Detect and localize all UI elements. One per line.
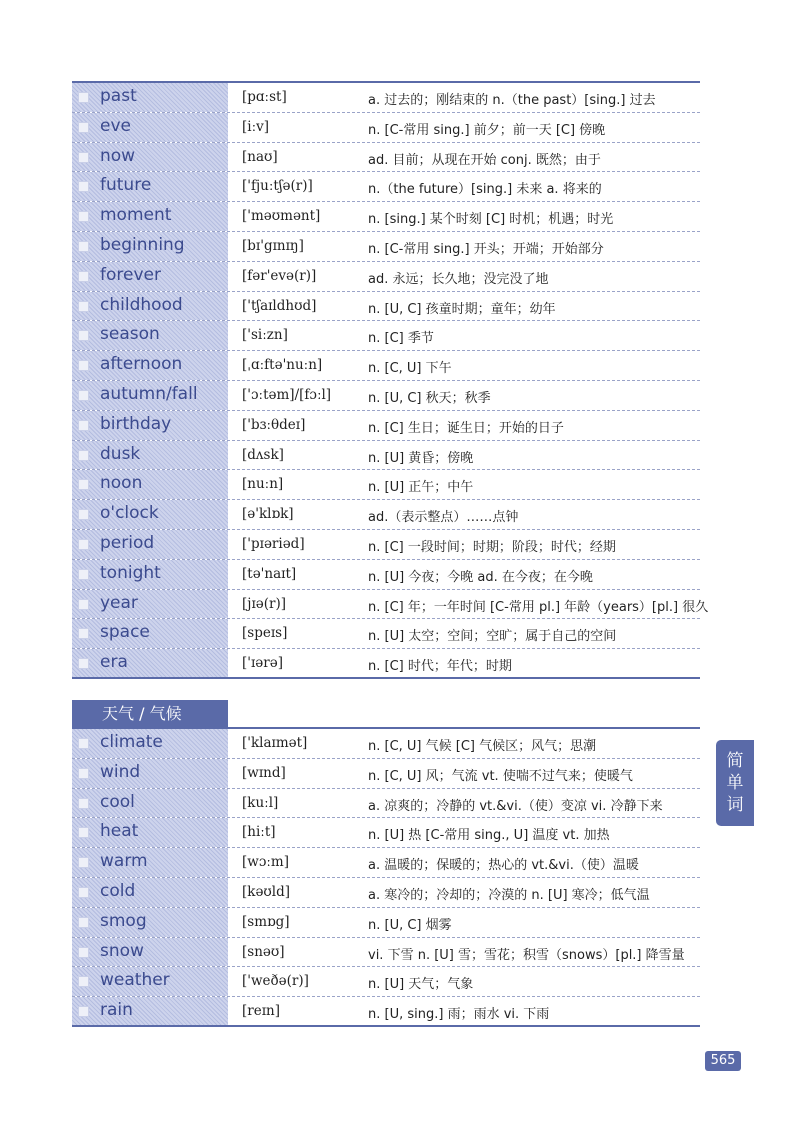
word-cell xyxy=(72,351,228,380)
checkbox[interactable] xyxy=(78,798,89,809)
word-cell xyxy=(72,470,228,499)
word-text: season xyxy=(100,324,160,345)
checkbox[interactable] xyxy=(78,241,89,252)
word-cell xyxy=(72,560,228,589)
table-row xyxy=(72,619,700,649)
word-cell xyxy=(72,997,228,1025)
definition-text: n. [U, C] 烟雾 xyxy=(368,917,452,933)
word-text: year xyxy=(100,592,138,613)
table-row xyxy=(72,590,709,620)
word-text: cold xyxy=(100,880,136,901)
word-text: tonight xyxy=(100,562,161,583)
vocab-table-weather xyxy=(72,729,700,1027)
word-text: beginning xyxy=(100,234,185,255)
word-text: wind xyxy=(100,761,141,782)
phonetic-text: ['bɜːθdeɪ] xyxy=(242,416,306,433)
word-text: eve xyxy=(100,115,131,136)
phonetic-text: ['pɪəriəd] xyxy=(242,535,305,552)
definition-text: n. [U] 太空；空间；空旷；属于自己的空间 xyxy=(368,629,617,645)
definition-text: n. [C] 一段时间；时期；阶段；时代；经期 xyxy=(368,539,616,555)
table-row xyxy=(72,848,700,878)
word-cell xyxy=(72,759,228,788)
definition-text: n. [C, U] 下午 xyxy=(368,361,452,377)
word-text: moment xyxy=(100,205,172,226)
definition-text: n. [C] 年；一年时间 [C-常用 pl.] 年龄（years）[pl.] 很久 xyxy=(368,599,709,615)
phonetic-text: [nuːn] xyxy=(242,476,284,493)
definition-text: n. [U] 热 [C-常用 sing., U] 温度 vt. 加热 xyxy=(368,828,610,844)
definition-text: n. [U] 黄昏；傍晚 xyxy=(368,450,474,466)
definition-text: n. [C] 季节 xyxy=(368,331,434,347)
word-text: future xyxy=(100,175,152,196)
word-text: period xyxy=(100,532,155,553)
word-text: climate xyxy=(100,732,163,752)
definition-text: n. [U] 正午；中午 xyxy=(368,480,474,496)
checkbox[interactable] xyxy=(78,887,89,898)
word-text: noon xyxy=(100,473,143,494)
table-row xyxy=(72,818,700,848)
definition-text: n. [U, sing.] 雨；雨水 vi. 下雨 xyxy=(368,1007,550,1023)
checkbox[interactable] xyxy=(78,539,89,550)
definition-text: n. [U, C] 孩童时期；童年；幼年 xyxy=(368,301,556,317)
word-text: dusk xyxy=(100,443,141,464)
phonetic-text: [kuːl] xyxy=(242,794,279,811)
checkbox[interactable] xyxy=(78,917,89,928)
word-cell xyxy=(72,789,228,818)
checkbox[interactable] xyxy=(78,976,89,987)
checkbox[interactable] xyxy=(78,827,89,838)
table-row xyxy=(72,172,700,202)
phonetic-text: [wɔːm] xyxy=(242,854,289,871)
word-text: heat xyxy=(100,821,139,842)
definition-text: n. [C, U] 风；气流 vt. 使喘不过气来；使暖气 xyxy=(368,768,633,784)
word-cell xyxy=(72,172,228,201)
phonetic-text: [snəʊ] xyxy=(242,943,285,960)
phonetic-text: ['ɔːtəm]/[fɔːl] xyxy=(242,386,332,403)
phonetic-text: [ˌɑːftə'nuːn] xyxy=(242,357,323,374)
word-cell xyxy=(72,113,228,142)
phonetic-text: [fər'evə(r)] xyxy=(242,267,317,284)
checkbox[interactable] xyxy=(78,301,89,312)
word-cell xyxy=(72,321,228,350)
word-text: weather xyxy=(100,970,170,991)
table-row xyxy=(72,729,700,759)
word-cell xyxy=(72,848,228,877)
phonetic-text: [bɪ'gɪnɪŋ] xyxy=(242,237,304,254)
table-row xyxy=(72,649,700,679)
table-row xyxy=(72,262,700,292)
side-tab-char: 词 xyxy=(726,795,744,815)
table-row xyxy=(72,530,700,560)
checkbox[interactable] xyxy=(78,768,89,779)
definition-text: n. [sing.] 某个时刻 [C] 时机；机遇；时光 xyxy=(368,212,614,228)
checkbox[interactable] xyxy=(78,599,89,610)
phonetic-text: [smɒg] xyxy=(242,913,290,930)
checkbox[interactable] xyxy=(78,211,89,222)
checkbox[interactable] xyxy=(78,738,89,749)
phonetic-text: ['ɪərə] xyxy=(242,655,283,672)
checkbox[interactable] xyxy=(78,152,89,163)
word-cell xyxy=(72,649,228,677)
checkbox[interactable] xyxy=(78,509,89,520)
section-header xyxy=(72,700,700,729)
table-row xyxy=(72,470,700,500)
word-text: snow xyxy=(100,940,144,961)
phonetic-text: [wɪnd] xyxy=(242,764,286,781)
table-row xyxy=(72,938,700,968)
phonetic-text: [pɑːst] xyxy=(242,89,287,105)
table-row xyxy=(72,83,700,113)
phonetic-text: [dʌsk] xyxy=(242,446,284,463)
word-text: now xyxy=(100,145,136,166)
word-text: space xyxy=(100,622,150,643)
table-row xyxy=(72,321,700,351)
phonetic-text: [ə'klɒk] xyxy=(242,506,294,523)
word-text: o'clock xyxy=(100,503,159,524)
checkbox[interactable] xyxy=(78,330,89,341)
word-cell xyxy=(72,143,228,172)
definition-text: ad. 目前；从现在开始 conj. 既然；由于 xyxy=(368,152,601,168)
checkbox[interactable] xyxy=(78,420,89,431)
word-cell xyxy=(72,262,228,291)
word-text: birthday xyxy=(100,413,172,434)
checkbox[interactable] xyxy=(78,390,89,401)
word-cell xyxy=(72,619,228,648)
word-cell xyxy=(72,411,228,440)
phonetic-text: [iːv] xyxy=(242,118,270,135)
definition-text: n.（the future）[sing.] 未来 a. 将来的 xyxy=(368,182,602,198)
phonetic-text: ['weðə(r)] xyxy=(242,973,309,990)
side-tab-char: 简 xyxy=(726,751,744,771)
checkbox[interactable] xyxy=(78,360,89,371)
word-cell xyxy=(72,441,228,470)
definition-text: n. [U] 今夜；今晚 ad. 在今夜；在今晚 xyxy=(368,569,593,585)
word-cell xyxy=(72,908,228,937)
checkbox[interactable] xyxy=(78,1006,89,1017)
checkbox[interactable] xyxy=(78,628,89,639)
definition-text: n. [C-常用 sing.] 开头；开端；开始部分 xyxy=(368,241,604,257)
phonetic-text: ['siːzn] xyxy=(242,327,288,344)
table-row xyxy=(72,411,700,441)
word-cell xyxy=(72,818,228,847)
table-row xyxy=(72,908,700,938)
definition-text: n. [C] 时代；年代；时期 xyxy=(368,659,512,675)
table-row xyxy=(72,759,700,789)
checkbox[interactable] xyxy=(78,658,89,669)
checkbox[interactable] xyxy=(78,181,89,192)
phonetic-text: [hiːt] xyxy=(242,824,276,841)
table-row xyxy=(72,878,700,908)
word-cell xyxy=(72,729,228,758)
checkbox[interactable] xyxy=(78,569,89,580)
phonetic-text: ['klaɪmət] xyxy=(242,735,308,751)
table-row xyxy=(72,113,700,143)
checkbox[interactable] xyxy=(78,450,89,461)
phonetic-text: [kəʊld] xyxy=(242,883,291,900)
definition-text: vi. 下雪 n. [U] 雪；雪花；积雪（snows）[pl.] 降雪量 xyxy=(368,947,685,963)
definition-text: n. [C-常用 sing.] 前夕；前一天 [C] 傍晚 xyxy=(368,122,606,138)
page-number: 565 xyxy=(705,1051,741,1071)
word-text: forever xyxy=(100,264,161,285)
checkbox[interactable] xyxy=(78,947,89,958)
word-text: cool xyxy=(100,791,135,812)
table-row xyxy=(72,997,700,1027)
word-text: childhood xyxy=(100,294,183,315)
side-tab[interactable] xyxy=(716,740,754,826)
definition-text: n. [C, U] 气候 [C] 气候区；风气；思潮 xyxy=(368,739,597,754)
table-row xyxy=(72,967,700,997)
table-row xyxy=(72,202,700,232)
word-text: afternoon xyxy=(100,354,183,375)
word-text: smog xyxy=(100,910,147,931)
definition-text: a. 寒冷的；冷却的；冷漠的 n. [U] 寒冷；低气温 xyxy=(368,887,650,903)
definition-text: ad. 永远；长久地；没完没了地 xyxy=(368,271,549,287)
word-cell xyxy=(72,83,228,112)
checkbox[interactable] xyxy=(78,122,89,133)
phonetic-text: ['tʃaɪldhʊd] xyxy=(242,297,317,314)
checkbox[interactable] xyxy=(78,857,89,868)
table-row xyxy=(72,500,700,530)
checkbox[interactable] xyxy=(78,271,89,282)
word-text: rain xyxy=(100,1000,133,1021)
word-cell xyxy=(72,938,228,967)
definition-text: a. 过去的；刚结束的 n.（the past）[sing.] 过去 xyxy=(368,93,656,108)
table-row xyxy=(72,560,700,590)
table-row xyxy=(72,789,700,819)
section-title: 天气 / 气候 xyxy=(72,700,228,728)
phonetic-text: [jɪə(r)] xyxy=(242,595,287,612)
definition-text: n. [C] 生日；诞生日；开始的日子 xyxy=(368,420,564,436)
phonetic-text: ['məʊmənt] xyxy=(242,208,321,225)
checkbox[interactable] xyxy=(78,92,89,103)
word-cell xyxy=(72,967,228,996)
phonetic-text: [naʊ] xyxy=(242,148,278,165)
phonetic-text: [reɪn] xyxy=(242,1003,280,1020)
definition-text: a. 凉爽的；冷静的 vt.&vi.（使）变凉 vi. 冷静下来 xyxy=(368,798,663,814)
definition-text: ad.（表示整点）……点钟 xyxy=(368,510,519,526)
vocab-table-time xyxy=(72,83,709,679)
definition-text: a. 温暖的；保暖的；热心的 vt.&vi.（使）温暖 xyxy=(368,858,639,874)
phonetic-text: ['fjuːtʃə(r)] xyxy=(242,178,313,195)
word-cell xyxy=(72,292,228,321)
table-row xyxy=(72,232,700,262)
table-row xyxy=(72,441,700,471)
word-cell xyxy=(72,381,228,410)
word-text: past xyxy=(100,86,137,106)
definition-text: n. [U, C] 秋天；秋季 xyxy=(368,390,491,406)
checkbox[interactable] xyxy=(78,479,89,490)
word-text: era xyxy=(100,652,128,673)
definition-text: n. [U] 天气；气象 xyxy=(368,977,474,993)
word-text: warm xyxy=(100,851,148,872)
word-cell xyxy=(72,202,228,231)
table-row xyxy=(72,292,700,322)
word-text: autumn/fall xyxy=(100,383,198,404)
word-cell xyxy=(72,232,228,261)
table-row xyxy=(72,381,700,411)
word-cell xyxy=(72,500,228,529)
table-row xyxy=(72,143,700,173)
word-cell xyxy=(72,530,228,559)
phonetic-text: [speɪs] xyxy=(242,625,288,642)
side-tab-char: 单 xyxy=(726,773,744,793)
word-cell xyxy=(72,590,228,619)
table-row xyxy=(72,351,700,381)
word-cell xyxy=(72,878,228,907)
phonetic-text: [tə'naɪt] xyxy=(242,565,297,582)
